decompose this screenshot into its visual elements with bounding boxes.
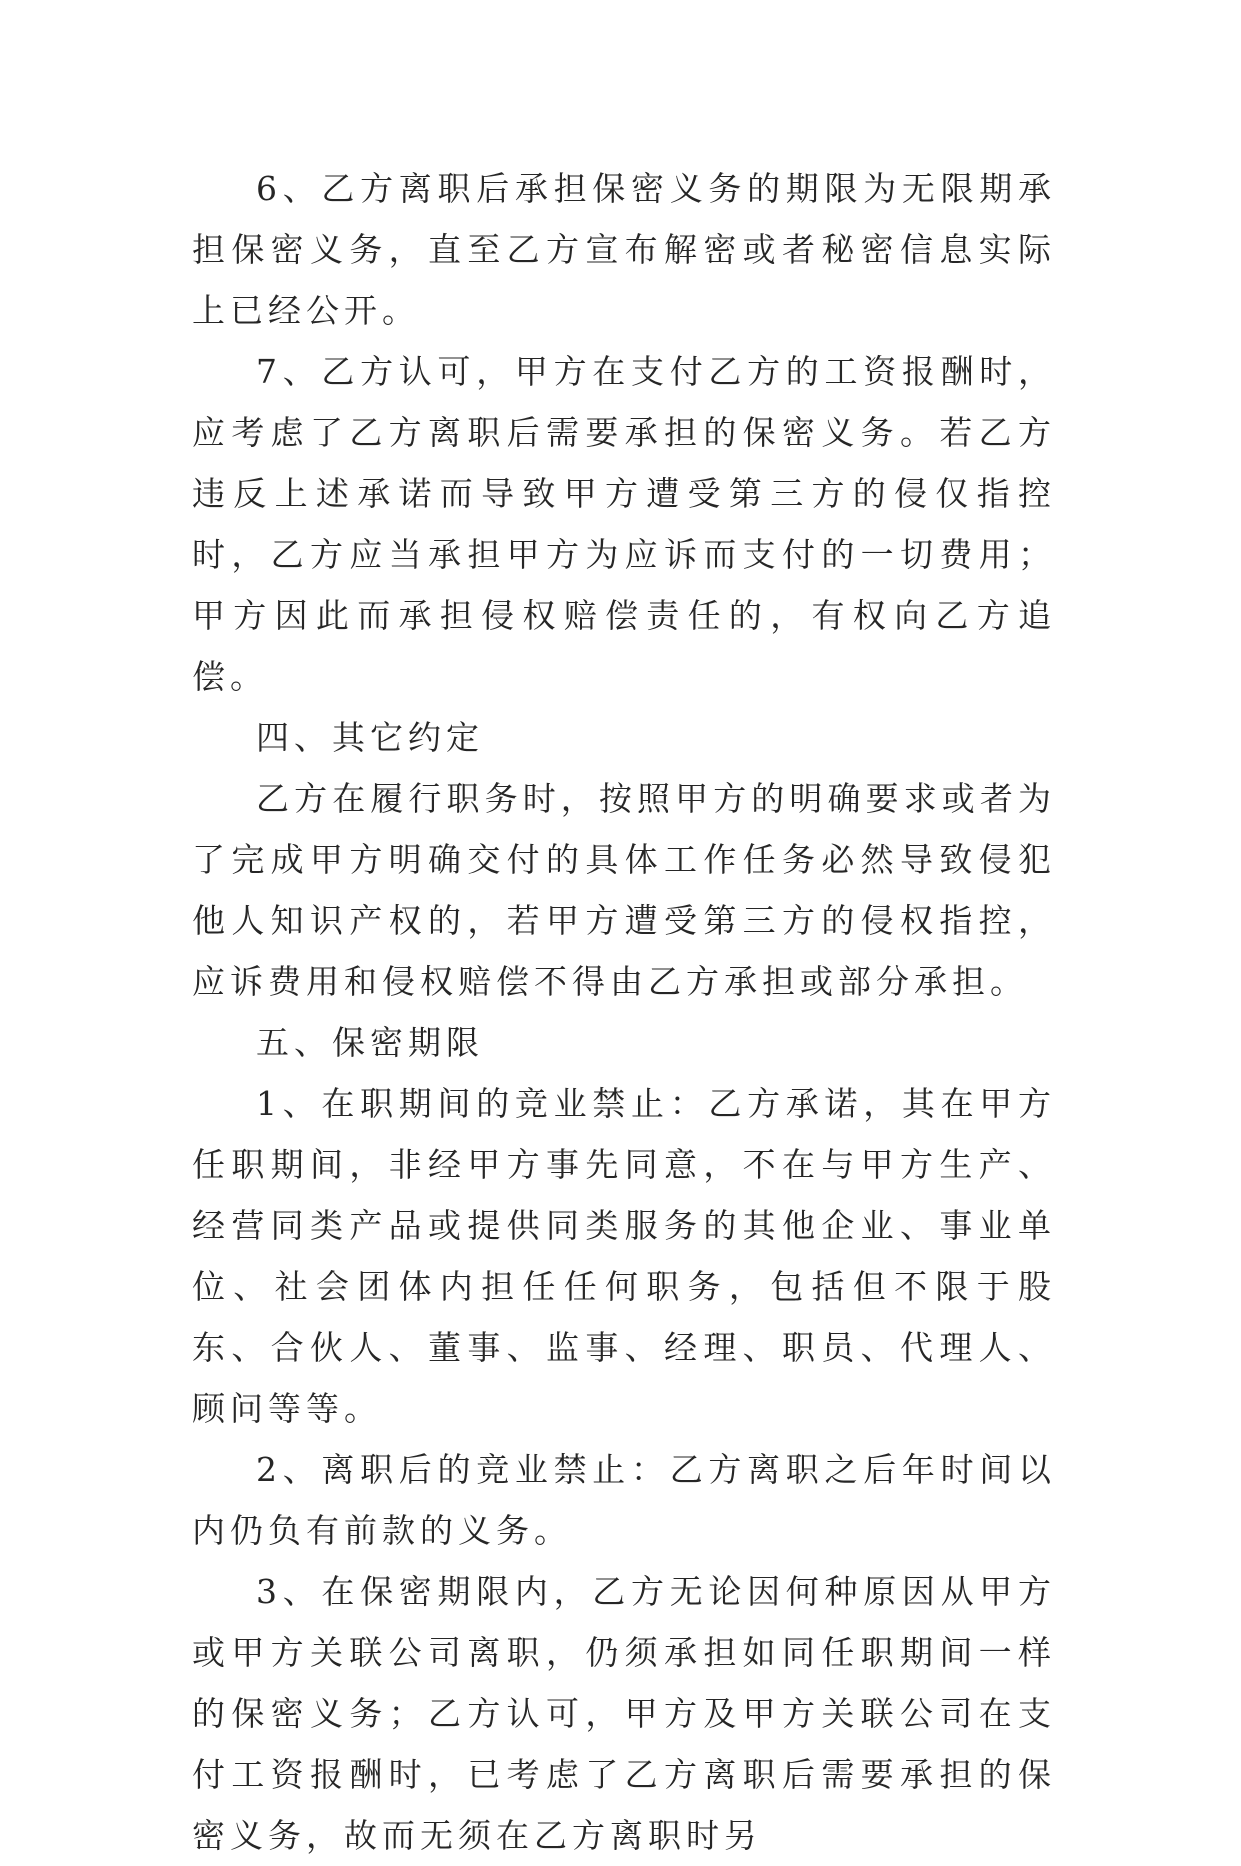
- paragraph-clause-6: 6、乙方离职后承担保密义务的期限为无限期承担保密义务，直至乙方宣布解密或者秘密信息实际上已经公开。: [192, 169, 1056, 330]
- paragraph-period-2: 2、离职后的竞业禁止：乙方离职之后年时间以内仍负有前款的义务。: [192, 1450, 1056, 1550]
- paragraph-clause-7: 7、乙方认可，甲方在支付乙方的工资报酬时，应考虑了乙方离职后需要承担的保密义务。若乙方违反上述承诺而导致甲方遭受第三方的侵仅指控时，乙方应当承担甲方为应诉而支付的一切费用；甲方因此而承担侵权赔偿责任的，有权向乙方追偿。: [192, 352, 1056, 696]
- section-heading-other-agreements: 四、其它约定: [256, 718, 484, 757]
- paragraph-period-3: 3、在保密期限内，乙方无论因何种原因从甲方或甲方关联公司离职，仍须承担如同任职期间一样的保密义务；乙方认可，甲方及甲方关联公司在支付工资报酬时，已考虑了乙方离职后需要承担的保密义务，故而无须在乙方离职时另: [192, 1572, 1056, 1855]
- paragraph-other-agreements: 乙方在履行职务时，按照甲方的明确要求或者为了完成甲方明确交付的具体工作任务必然导致侵犯他人知识产权的，若甲方遭受第三方的侵权指控，应诉费用和侵权赔偿不得由乙方承担或部分承担。: [192, 779, 1056, 1001]
- section-heading-confidentiality-period: 五、保密期限: [256, 1023, 484, 1062]
- document-body: [192, 158, 1056, 1866]
- paragraph-period-1: 1、在职期间的竞业禁止：乙方承诺，其在甲方任职期间，非经甲方事先同意，不在与甲方生产、经营同类产品或提供同类服务的其他企业、事业单位、社会团体内担任任何职务，包括但不限于股东、合伙人、董事、监事、经理、职员、代理人、顾问等等。: [192, 1084, 1056, 1428]
